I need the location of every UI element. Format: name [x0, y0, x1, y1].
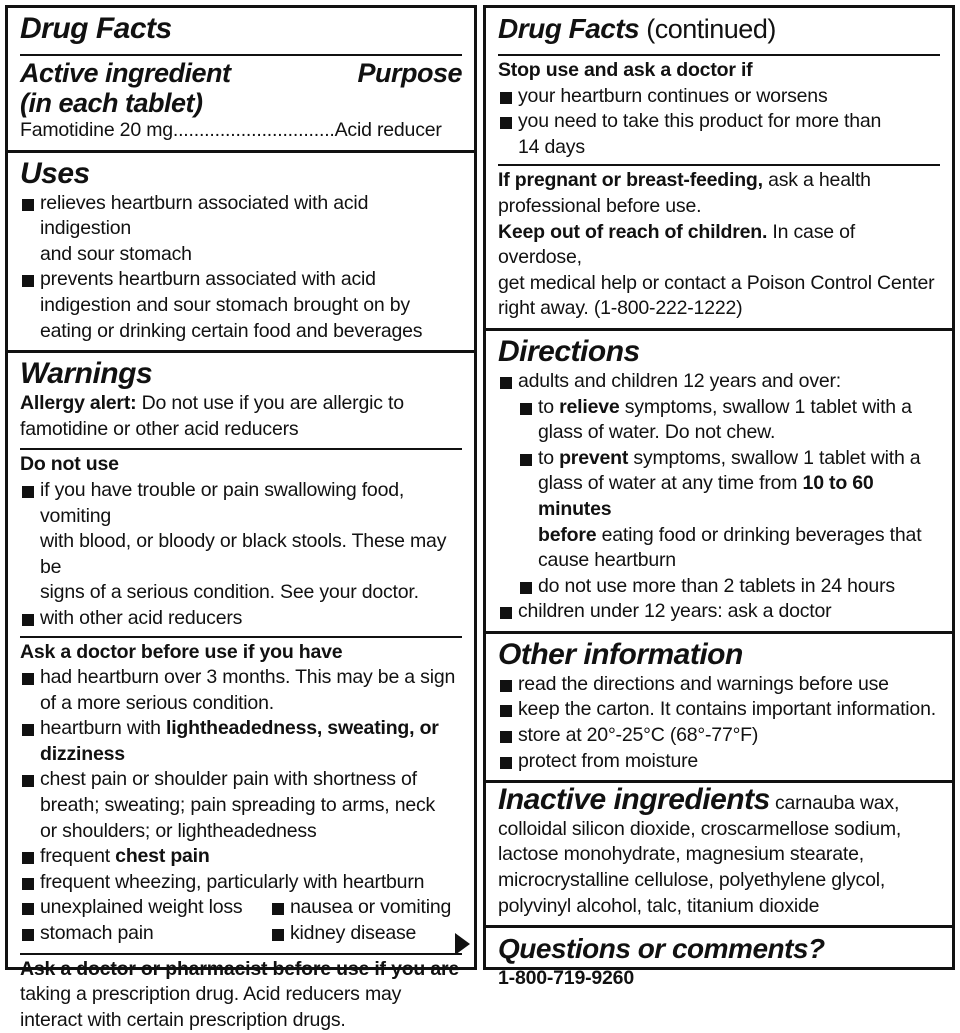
active-ingredient-section	[20, 54, 462, 144]
directions-subitem: do not use more than 2 tablets in 24 hours	[518, 574, 940, 600]
ask-doctor-item-cont: or shoulders; or lightheadedness	[40, 819, 317, 842]
questions-phone[interactable]: 1-800-719-9260	[498, 967, 634, 990]
drug-facts-title: Drug Facts	[20, 12, 172, 45]
directions-subitem: to prevent symptoms, swallow 1 tablet with a	[518, 446, 940, 472]
ask-pharmacist-text: taking a prescription drug. Acid reducers may	[20, 983, 402, 1006]
uses-section	[8, 150, 474, 345]
other-info-item: keep the carton. It contains important information.	[498, 697, 940, 723]
ask-pharmacist-title: Ask a doctor or pharmacist before use if you are	[20, 957, 460, 980]
questions-section	[486, 925, 952, 992]
allergy-alert-label: Allergy alert:	[20, 392, 137, 415]
directions-title: Directions	[498, 334, 640, 368]
uses-title: Uses	[20, 156, 90, 190]
warnings-title: Warnings	[20, 357, 153, 391]
directions-section: Directions adults and children 12 years and over: to relieve symptoms, swallow 1 tablet with a glass of water. Do not chew. to prevent symptoms, swallow 1 tablet with a glass of water at any time from 10 to 60 minutes before eating food or drinking beverages that cause heartburn do not use more than 2 tablets in 24 hours children under 12 years: ask a doctor	[486, 328, 952, 625]
ask-doctor-item: chest pain or shoulder pain with shortness of	[20, 767, 462, 793]
do-not-use-item-cont: signs of a serious condition. See your doctor.	[40, 581, 419, 604]
poison-control-line: right away. (1-800-222-1222)	[498, 297, 743, 320]
directions-item: children under 12 years: ask a doctor	[498, 599, 940, 625]
ingredient-line: Famotidine 20 mg...............................Acid reducer	[20, 119, 442, 141]
ask-doctor-two-col-row: unexplained weight loss nausea or vomiting	[20, 895, 462, 921]
allergy-alert-text: Do not use if you are allergic to	[136, 392, 404, 415]
uses-item: prevents heartburn associated with acid	[20, 267, 462, 293]
warnings-section	[8, 350, 474, 1033]
do-not-use-item: if you have trouble or pain swallowing food, vomiting	[20, 478, 462, 529]
other-information-title: Other information	[498, 637, 743, 671]
ask-doctor-item: frequent wheezing, particularly with heartburn	[20, 870, 462, 896]
ask-doctor-two-col-row: stomach pain kidney disease	[20, 921, 462, 947]
active-ingredient-header: Active ingredient	[20, 58, 231, 88]
stop-use-item: your heartburn continues or worsens	[498, 84, 940, 110]
stop-use-item-cont: 14 days	[518, 135, 585, 158]
ask-pharmacist-text: interact with certain prescription drugs.	[20, 1008, 346, 1031]
inactive-ingredients-title: Inactive ingredients	[498, 783, 770, 817]
other-information-section	[486, 631, 952, 774]
do-not-use-item-cont: with blood, or bloody or black stools. These may be	[40, 530, 447, 578]
purpose-header: Purpose	[357, 58, 462, 88]
uses-item-cont: and sour stomach	[40, 242, 192, 265]
drug-facts-left-panel	[5, 5, 477, 1031]
in-each-tablet-label: (in each tablet)	[20, 88, 203, 118]
other-info-item: protect from moisture	[498, 749, 940, 775]
ask-doctor-item: had heartburn over 3 months. This may be a sign	[20, 665, 462, 691]
uses-item-cont: eating or drinking certain food and beverages	[40, 319, 423, 342]
ask-doctor-item: frequent chest pain	[20, 844, 462, 870]
stop-use-title: Stop use and ask a doctor if	[498, 59, 753, 81]
continued-label: (continued)	[639, 14, 776, 44]
pregnancy-section: If pregnant or breast-feeding, ask a health professional before use. Keep out of reach of children. In case of overdose, get medical help or contact a Poison Control Center right away. (1-800-222-1222)	[498, 164, 940, 322]
ask-doctor-item-cont: dizziness	[40, 742, 125, 765]
stop-use-section	[498, 54, 940, 160]
ask-doctor-item-cont: of a more serious condition.	[40, 691, 274, 714]
questions-title: Questions or comments?	[498, 933, 825, 965]
other-info-item: read the directions and warnings before use	[498, 672, 940, 698]
directions-subitem: to relieve symptoms, swallow 1 tablet with a	[518, 395, 940, 421]
directions-item: adults and children 12 years and over:	[498, 369, 940, 395]
drug-facts-right-panel	[483, 5, 955, 990]
do-not-use-item: with other acid reducers	[20, 606, 462, 632]
allergy-alert-text: famotidine or other acid reducers	[20, 417, 299, 440]
stop-use-item: you need to take this product for more than	[498, 109, 940, 135]
ask-doctor-item-cont: breath; sweating; pain spreading to arms, neck	[40, 794, 436, 817]
inactive-ingredients-section: Inactive ingredients carnauba wax, colloidal silicon dioxide, croscarmellose sodium, lactose monohydrate, magnesium stearate, microcrystalline cellulose, polyethylene glycol, polyvinyl alcohol, talc, titanium dioxide	[486, 780, 952, 919]
ask-doctor-item: heartburn with lightheadedness, sweating, or	[20, 716, 462, 742]
ask-doctor-title: Ask a doctor before use if you have	[20, 640, 343, 663]
drug-facts-title: Drug Facts	[498, 13, 640, 44]
keep-out-label: Keep out of reach of children.	[498, 220, 768, 243]
pregnant-label: If pregnant or breast-feeding,	[498, 169, 763, 192]
continue-arrow-icon	[455, 933, 470, 955]
other-info-item: store at 20°-25°C (68°-77°F)	[498, 723, 940, 749]
uses-item: relieves heartburn associated with acid indigestion	[20, 191, 462, 242]
do-not-use-title: Do not use	[20, 453, 119, 476]
uses-item-cont: indigestion and sour stomach brought on by	[40, 293, 410, 316]
